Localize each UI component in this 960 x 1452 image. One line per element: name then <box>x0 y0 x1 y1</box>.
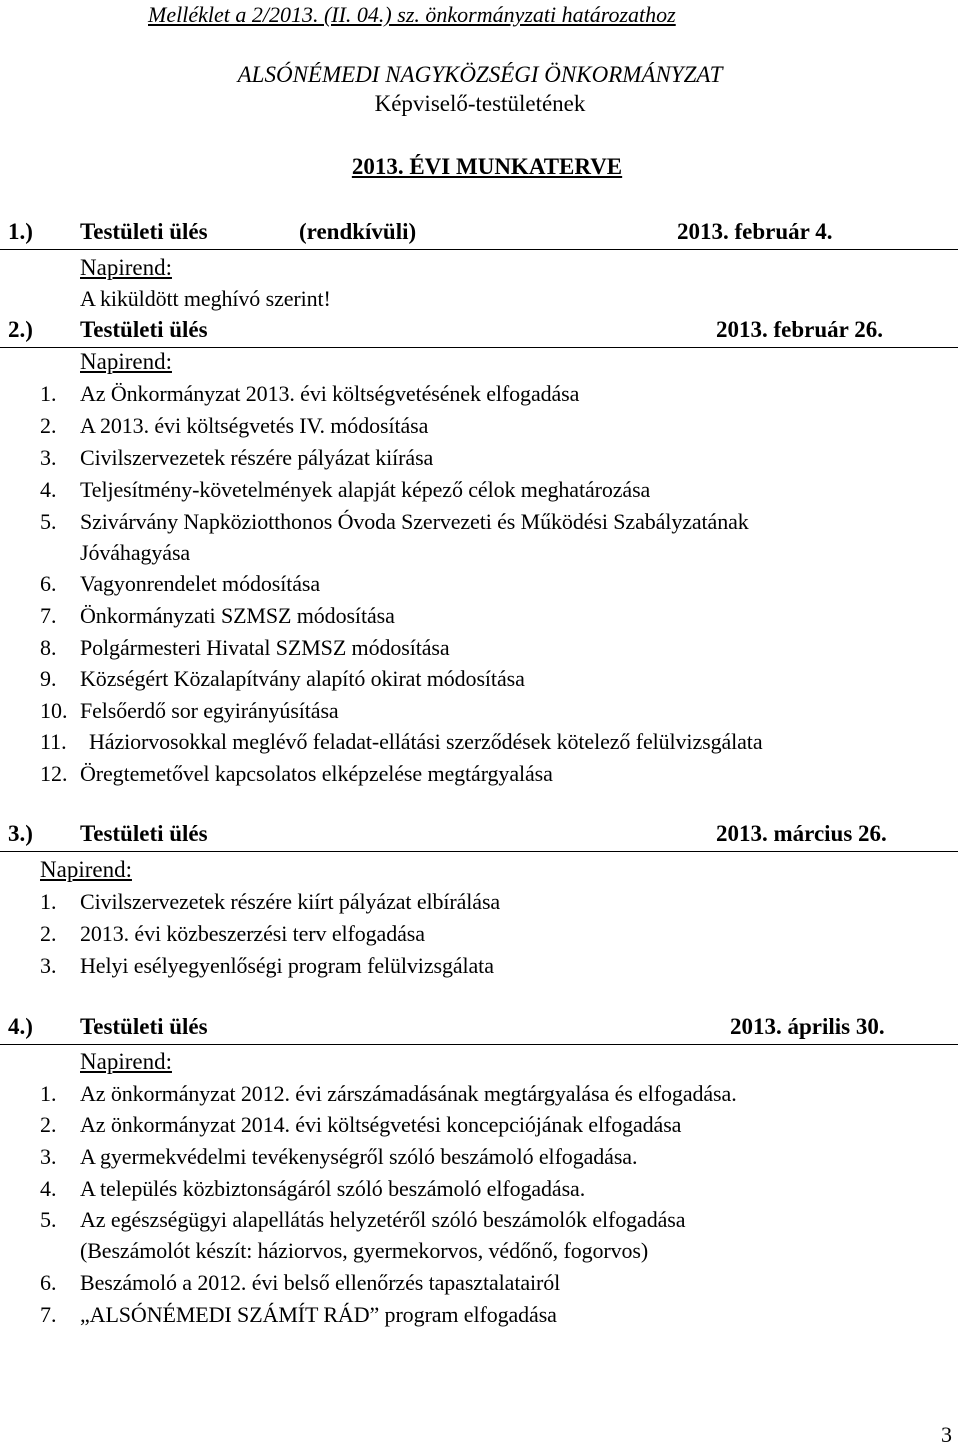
session-2-header <box>0 317 958 348</box>
item-number: 5. <box>40 509 57 534</box>
item-number: 2. <box>40 921 57 946</box>
agenda-item: Az önkormányzat 2014. évi költségvetési koncepciójának elfogadása <box>80 1112 682 1137</box>
agenda-item: Háziorvosokkal meglévő feladat-ellátási szerződések kötelező felülvizsgálata <box>89 729 763 754</box>
agenda-item: A 2013. évi költségvetés IV. módosítása <box>80 413 429 438</box>
item-number: 3. <box>40 953 57 978</box>
agenda-item: Polgármesteri Hivatal SZMSZ módosítása <box>80 635 450 660</box>
agenda-item: Szivárvány Napköziotthonos Óvoda Szervezeti és Működési Szabályzatának <box>80 509 749 534</box>
session-3-header <box>0 821 958 852</box>
item-number: 4. <box>40 477 57 502</box>
agenda-label: Napirend: <box>80 1049 172 1074</box>
item-number: 6. <box>40 1270 57 1295</box>
session-number: 1.) <box>8 219 33 244</box>
agenda-item: 2013. évi közbeszerzési terv elfogadása <box>80 921 425 946</box>
agenda-item: Teljesítmény-követelmények alapját képező célok meghatározása <box>80 477 651 502</box>
organization-name: ALSÓNÉMEDI NAGYKÖZSÉGI ÖNKORMÁNYZAT <box>237 62 723 87</box>
session-number: 2.) <box>8 317 33 342</box>
agenda-item: Az Önkormányzat 2013. évi költségvetésének elfogadása <box>80 381 580 406</box>
agenda-item: „ALSÓNÉMEDI SZÁMÍT RÁD” program elfogadása <box>80 1302 557 1327</box>
session-4-header <box>0 1014 958 1045</box>
session-note: A kiküldött meghívó szerint! <box>80 286 331 311</box>
item-number: 3. <box>40 445 57 470</box>
agenda-label: Napirend: <box>40 857 132 882</box>
document-title: 2013. ÉVI MUNKATERVE <box>351 154 623 179</box>
session-1-header <box>0 219 958 250</box>
item-number: 12. <box>40 761 68 786</box>
session-date: 2013. április 30. <box>730 1014 885 1039</box>
agenda-item: Az egészségügyi alapellátás helyzetéről szóló beszámolók elfogadása <box>80 1207 686 1232</box>
agenda-item: Vagyonrendelet módosítása <box>80 571 321 596</box>
agenda-item: Civilszervezetek részére pályázat kiírása <box>80 445 434 470</box>
session-name: Testületi ülés <box>80 821 208 846</box>
item-number: 1. <box>40 381 57 406</box>
page-number: 3 <box>941 1422 952 1447</box>
item-number: 2. <box>40 1112 57 1137</box>
agenda-item: A gyermekvédelmi tevékenységről szóló beszámoló elfogadása. <box>80 1144 638 1169</box>
agenda-item: Öregtemetővel kapcsolatos elképzelése megtárgyalása <box>80 761 553 786</box>
item-number: 8. <box>40 635 57 660</box>
item-number: 2. <box>40 413 57 438</box>
agenda-item-continuation: Jóváhagyása <box>80 540 191 565</box>
reference-line: Melléklet a 2/2013. (II. 04.) sz. önkormányzati határozathoz <box>148 2 676 27</box>
session-number: 4.) <box>8 1014 33 1039</box>
item-number: 6. <box>40 571 57 596</box>
organization-body: Képviselő-testületének <box>374 91 586 116</box>
session-name: Testületi ülés <box>80 317 208 342</box>
item-number: 7. <box>40 603 57 628</box>
session-kind: (rendkívüli) <box>299 219 417 244</box>
item-number: 1. <box>40 889 57 914</box>
session-number: 3.) <box>8 821 33 846</box>
agenda-item-continuation: (Beszámolót készít: háziorvos, gyermekorvos, védőnő, fogorvos) <box>80 1238 649 1263</box>
item-number: 9. <box>40 666 57 691</box>
item-number: 1. <box>40 1081 57 1106</box>
item-number: 4. <box>40 1176 57 1201</box>
session-date: 2013. március 26. <box>716 821 887 846</box>
agenda-item: Felsőerdő sor egyirányúsítása <box>80 698 339 723</box>
session-name: Testületi ülés <box>80 219 208 244</box>
agenda-label: Napirend: <box>80 349 172 374</box>
agenda-item: Beszámoló a 2012. évi belső ellenőrzés tapasztalatairól <box>80 1270 561 1295</box>
agenda-item: A település közbiztonságáról szóló beszámoló elfogadása. <box>80 1176 586 1201</box>
agenda-item: Civilszervezetek részére kiírt pályázat elbírálása <box>80 889 501 914</box>
agenda-item: Községért Közalapítvány alapító okirat módosítása <box>80 666 525 691</box>
item-number: 11. <box>40 729 67 754</box>
session-name: Testületi ülés <box>80 1014 208 1039</box>
agenda-item: Az önkormányzat 2012. évi zárszámadásának megtárgyalása és elfogadása. <box>80 1081 737 1106</box>
item-number: 3. <box>40 1144 57 1169</box>
agenda-item: Önkormányzati SZMSZ módosítása <box>80 603 395 628</box>
item-number: 5. <box>40 1207 57 1232</box>
session-date: 2013. február 26. <box>716 317 883 342</box>
agenda-label: Napirend: <box>80 255 172 280</box>
session-date: 2013. február 4. <box>677 219 833 244</box>
item-number: 7. <box>40 1302 57 1327</box>
agenda-item: Helyi esélyegyenlőségi program felülvizsgálata <box>80 953 494 978</box>
item-number: 10. <box>40 698 68 723</box>
